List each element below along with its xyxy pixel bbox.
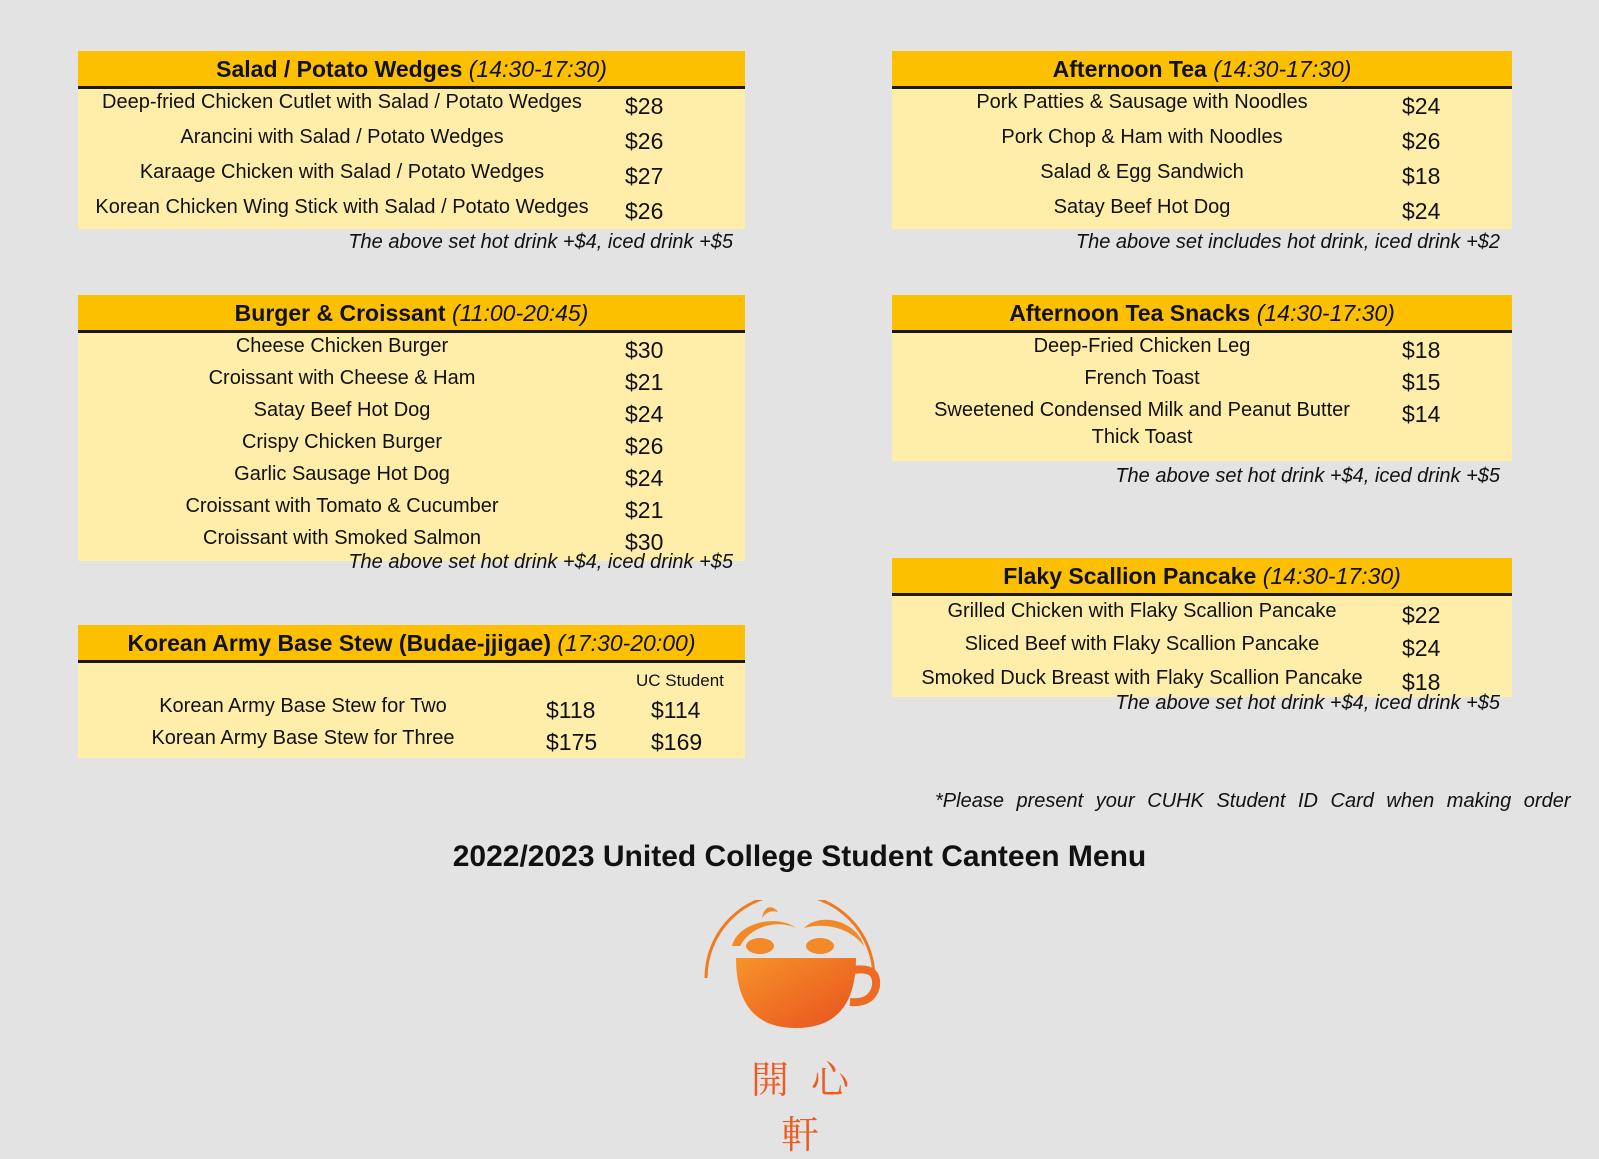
section-time: (14:30-17:30): [1213, 56, 1352, 82]
section-body: [892, 89, 1512, 229]
item-price: $26: [625, 128, 664, 154]
item-price: $21: [625, 497, 664, 523]
section-header: [892, 295, 1512, 333]
item-price: $22: [1402, 602, 1441, 628]
item-price: $14: [1402, 401, 1441, 427]
section-body: [892, 596, 1512, 697]
item-price: $30: [625, 529, 664, 555]
canteen-logo: [700, 900, 900, 1157]
item-price: $30: [625, 337, 664, 363]
item-name: Smoked Duck Breast with Flaky Scallion Pancake: [921, 667, 1363, 689]
item-name: Sliced Beef with Flaky Scallion Pancake: [964, 633, 1320, 655]
item-price: $118: [546, 697, 596, 723]
item-price: $21: [625, 369, 664, 395]
item-name: Satay Beef Hot Dog: [253, 399, 431, 421]
item-price: $26: [625, 198, 664, 224]
section-time: (14:30-17:30): [1262, 563, 1401, 589]
item-price: $24: [1402, 635, 1441, 661]
section-title: Burger & Croissant: [234, 300, 446, 326]
item-student-price: $169: [651, 729, 703, 755]
item-name: Salad & Egg Sandwich: [1040, 161, 1244, 183]
item-name: Pork Patties & Sausage with Noodles: [976, 91, 1308, 113]
section-note: The above set hot drink +$4, iced drink +$5: [1115, 692, 1500, 714]
section-note: The above set hot drink +$4, iced drink +$5: [348, 551, 733, 573]
section-header: [892, 51, 1512, 89]
item-student-price: $114: [651, 697, 701, 723]
section-header: [892, 558, 1512, 596]
item-price: $18: [1402, 163, 1441, 189]
section-time: (14:30-17:30): [1256, 300, 1395, 326]
item-name: Satay Beef Hot Dog: [1053, 196, 1231, 218]
item-name: French Toast: [1084, 367, 1200, 389]
section-body: [78, 89, 745, 229]
section-time: (11:00-20:45): [451, 300, 589, 326]
item-price: $24: [1402, 93, 1441, 119]
item-price: $175: [546, 729, 598, 755]
section-body: [78, 333, 745, 561]
cup-logo-icon: [700, 900, 900, 1040]
item-name: Croissant with Tomato & Cucumber: [185, 495, 499, 517]
logo-text: 開心軒: [750, 1058, 871, 1157]
section-time: (17:30-20:00): [557, 630, 696, 656]
section-stew: [78, 625, 745, 758]
section-body: [78, 663, 745, 758]
item-price: $15: [1402, 369, 1441, 395]
item-name: Pork Chop & Ham with Noodles: [1001, 126, 1283, 148]
item-name: Grilled Chicken with Flaky Scallion Pancake: [947, 600, 1337, 622]
section-burger: [78, 295, 745, 573]
item-name: Arancini with Salad / Potato Wedges: [180, 126, 504, 148]
section-title: Afternoon Tea Snacks: [1009, 300, 1251, 326]
section-pancake: [892, 558, 1512, 714]
item-name: Sweetened Condensed Milk and Peanut Butter: [934, 399, 1350, 421]
item-name: Deep-Fried Chicken Leg: [1033, 335, 1251, 357]
section-salad: [78, 51, 745, 253]
section-note: The above set hot drink +$4, iced drink +$5: [348, 231, 733, 253]
item-price: $28: [625, 93, 664, 119]
section-header: [78, 625, 745, 663]
student-price-header: UC Student: [636, 671, 724, 690]
item-name: Croissant with Cheese & Ham: [208, 367, 476, 389]
section-afternoon-tea: [892, 51, 1512, 253]
item-price: $24: [625, 465, 664, 491]
section-note: The above set includes hot drink, iced drink +$2: [1075, 231, 1500, 253]
page-title: 2022/2023 United College Student Canteen Menu: [452, 840, 1147, 873]
item-name: Korean Army Base Stew for Two: [159, 695, 447, 717]
item-price: $18: [1402, 669, 1441, 695]
item-name: Deep-fried Chicken Cutlet with Salad / Potato Wedges: [102, 91, 582, 113]
item-price: $18: [1402, 337, 1441, 363]
section-body: [892, 333, 1512, 461]
item-name: Crispy Chicken Burger: [241, 431, 443, 453]
item-name: Croissant with Smoked Salmon: [203, 527, 481, 549]
item-price: $26: [625, 433, 664, 459]
section-snacks: [892, 295, 1512, 487]
item-name: Garlic Sausage Hot Dog: [234, 463, 450, 485]
section-title: Korean Army Base Stew (Budae-jjigae): [127, 630, 551, 656]
section-title: Salad / Potato Wedges: [216, 56, 463, 82]
section-header: [78, 51, 745, 89]
item-price: $24: [625, 401, 664, 427]
item-name: Cheese Chicken Burger: [235, 335, 449, 357]
item-price: $27: [625, 163, 664, 189]
item-name: Korean Army Base Stew for Three: [151, 727, 455, 749]
student-id-disclaimer: *Please present your CUHK Student ID Card when making order: [935, 790, 1571, 812]
item-name: Karaage Chicken with Salad / Potato Wedges: [139, 161, 545, 183]
item-price: $26: [1402, 128, 1441, 154]
item-name-line2: Thick Toast: [1091, 426, 1193, 448]
section-title: Afternoon Tea: [1052, 56, 1207, 82]
section-note: The above set hot drink +$4, iced drink +$5: [1115, 465, 1500, 487]
section-time: (14:30-17:30): [468, 56, 607, 82]
section-header: [78, 295, 745, 333]
item-name: Korean Chicken Wing Stick with Salad / Potato Wedges: [95, 196, 589, 218]
section-title: Flaky Scallion Pancake: [1003, 563, 1257, 589]
item-price: $24: [1402, 198, 1441, 224]
